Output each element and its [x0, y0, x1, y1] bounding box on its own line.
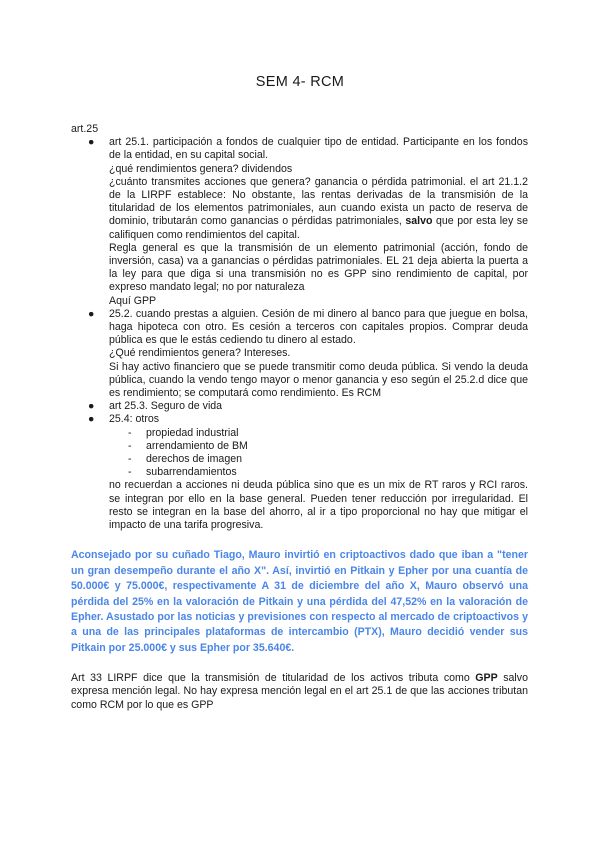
list-item-art-25-1: [71, 136, 528, 308]
dash-icon: -: [128, 426, 132, 439]
bullet-icon: ●: [88, 307, 95, 320]
case-statement: Aconsejado por su cuñado Tiago, Mauro invirtió en criptoactivos dado que iban a "tener un gran desempeño durante el año X". Así, invirtió en Pitkain y Epher por una cuantía de 50.000€ y 75.000€, respectivamente A 31 de diciembre del año X, Mauro observó una pérdida del 25% en la valoración de Pitkain y una pérdida del 47,52% en la valoración de Epher. Asustado por las noticias y previsiones con respecto al mercado de criptoactivos y a una de las principales plataformas de intercambio (PTX), Mauro decidió vender sus Pitkain por 25.000€ y sus Epher por 35.640€.: [71, 549, 528, 654]
document-body: [71, 123, 528, 712]
paragraph: Regla general es que la transmisión de un elemento patrimonial (acción, fondo de inversión, casa) va a ganancias o pérdidas patrimoniales. EL 21 deja abierta la puerta a la ley para que diga si una transmisión no es GPP sino rendimiento de capital, por expreso mandato legal; no por naturaleza: [109, 241, 528, 294]
dash-icon: -: [128, 466, 132, 479]
paragraph: ¿qué rendimientos genera? dividendos: [109, 162, 293, 175]
bold-text: GPP: [475, 672, 498, 685]
paragraph: ¿Qué rendimientos genera? Intereses.: [109, 347, 291, 360]
paragraph: art 25.3. Seguro de vida: [109, 400, 223, 413]
paragraph: no recuerdan a acciones ni deuda pública sino que es un mix de RT raros y RCI raros. se integran por ello en la base general. Pueden tener reducción por irregularidad. El resto se integran en la base del ahorro, al ir a tipo proporcional no hay que mitigar el impacto de una tarifa progresiva.: [109, 479, 528, 532]
page-title: SEM 4- RCM: [255, 74, 345, 90]
sub-list-item: - derechos de imagen: [128, 453, 242, 466]
section-heading: art.25: [71, 123, 99, 135]
dash-icon: -: [128, 453, 132, 466]
sub-list-item: - propiedad industrial: [128, 426, 239, 439]
sub-list-item: - arrendamiento de BM: [128, 439, 248, 452]
paragraph: 25.2. cuando prestas a alguien. Cesión de mi dinero al banco para que juegue en bolsa, haga hipoteca con otro. Es cesión a terceros con capitales propios. Comprar deuda pública es que le estás cediendo tu dinero al estado.: [109, 307, 528, 347]
bullet-icon: ●: [88, 400, 95, 413]
paragraph: Si hay activo financiero que se puede transmitir como deuda pública. Si vendo la deuda pública, cuando la vendo tengo mayor o menor ganancia y eso según el 25.2.d dice que es rendimiento; se computará como rendimiento. Es RCM: [109, 360, 528, 400]
list-item-art-25-2: [71, 308, 528, 400]
paragraph: 25.4: otros: [109, 413, 160, 426]
paragraph: ¿cuánto transmites acciones que genera? ganancia o pérdida patrimonial. el art 21.1.2 de la LIRPF establece: No obstante, las rentas derivadas de la transmisión de la titularidad de los elementos patrimoniales, aun cuando exista un pacto de reserva de dominio, tributarán como ganancias o pérdidas patrimoniales, salvo que por esta ley se califiquen como rendimientos del capital.: [109, 175, 528, 241]
paragraph: art 25.1. participación a fondos de cualquier tipo de entidad. Participante en los fondos de la entidad, en su capital social.: [109, 136, 528, 162]
list-item-art-25-4: [71, 413, 528, 426]
paragraph: Aquí GPP: [109, 294, 157, 307]
bullet-icon: ●: [88, 413, 95, 426]
bullet-icon: ●: [88, 136, 95, 149]
list-item-art-25-3: [71, 400, 528, 413]
conclusion-paragraph: Art 33 LIRPF dice que la transmisión de titularidad de los activos tributa como GPP salvo expresa mención legal. No hay expresa mención legal en el art 25.1 de que las acciones tributan como RCM por lo que es GPP: [71, 672, 528, 711]
sub-list-item: - subarrendamientos: [128, 466, 237, 479]
dash-icon: -: [128, 439, 132, 452]
bold-text: salvo: [405, 215, 433, 228]
